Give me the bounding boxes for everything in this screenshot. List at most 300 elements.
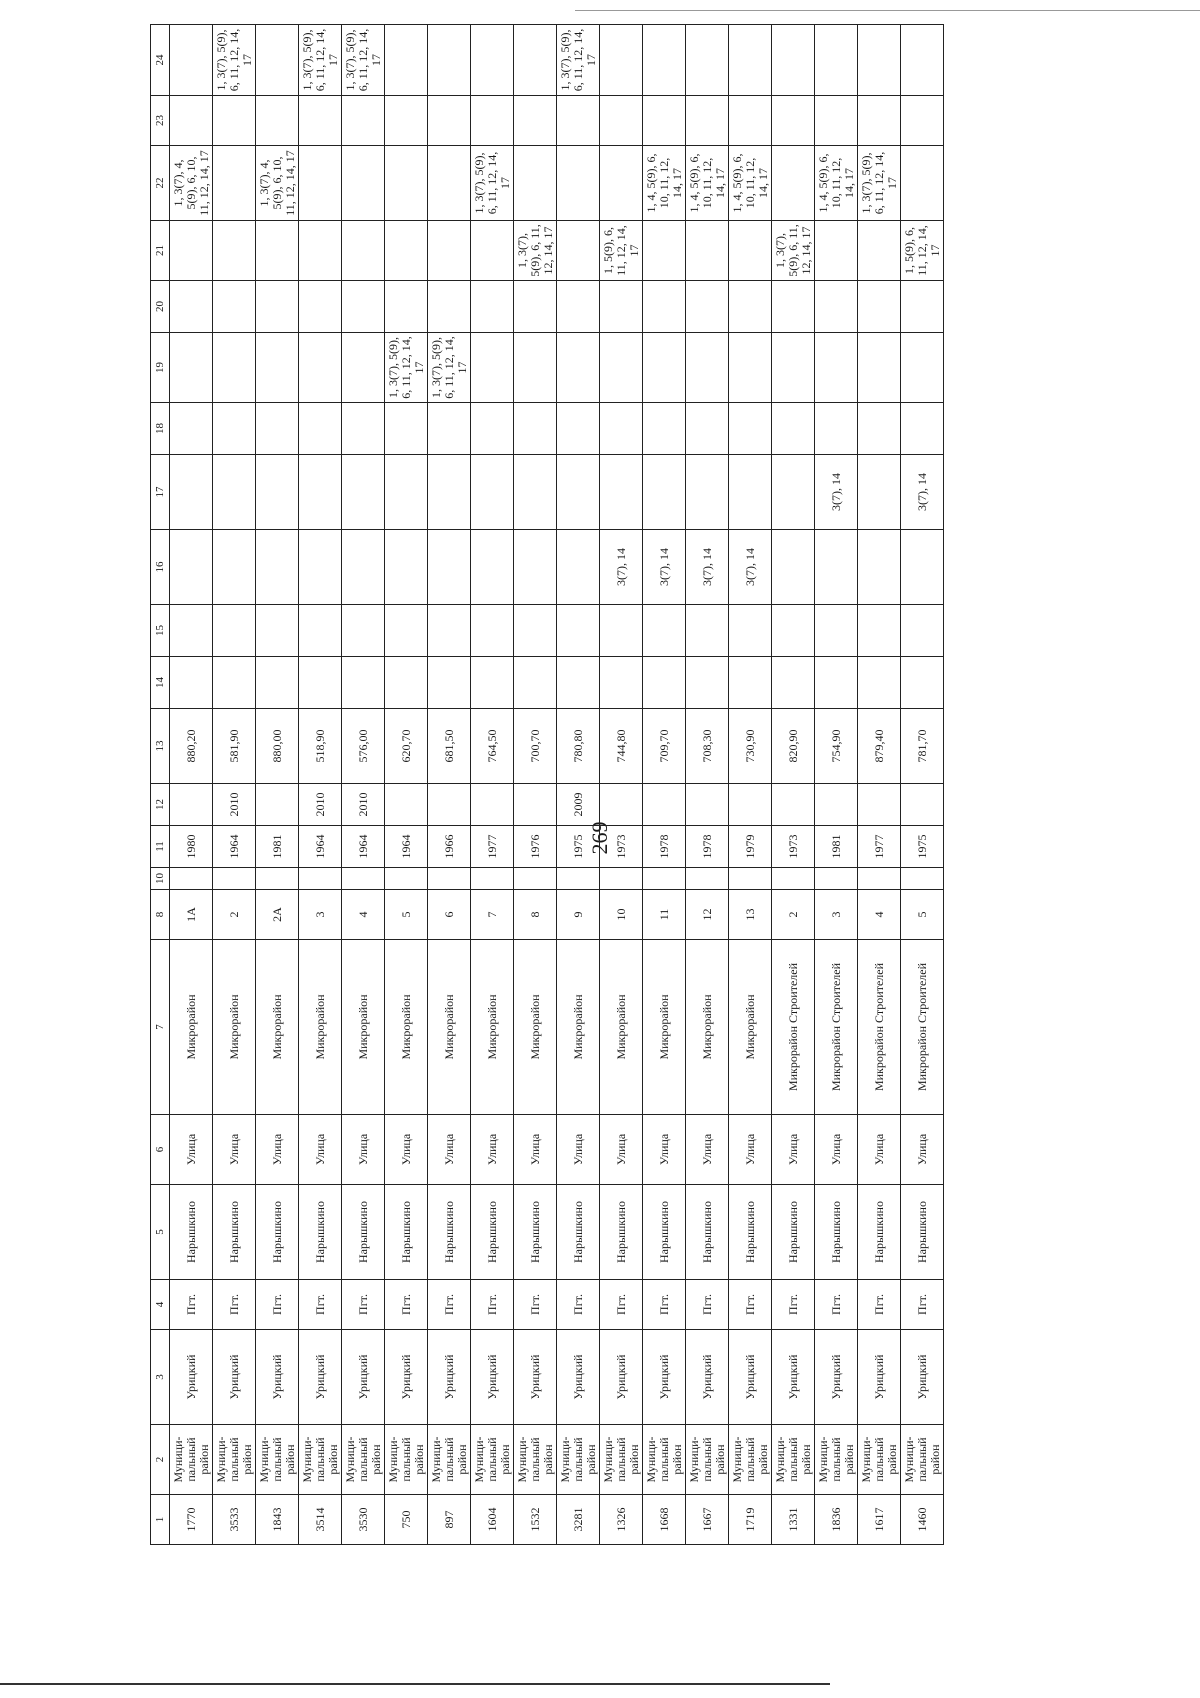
table-cell: 1668: [643, 1495, 686, 1545]
table-cell: Пгт.: [471, 1280, 514, 1330]
table-cell: [643, 333, 686, 403]
table-cell: [772, 25, 815, 96]
table-cell: [772, 784, 815, 826]
table-cell: [299, 657, 342, 709]
table-cell: [170, 96, 213, 146]
table-cell: 3281: [557, 1495, 600, 1545]
table-cell: 1981: [256, 826, 299, 868]
table-cell: [299, 96, 342, 146]
table-cell: [815, 657, 858, 709]
table-cell: [342, 96, 385, 146]
table-cell: [729, 455, 772, 530]
table-cell: Муници-пальный район: [170, 1425, 213, 1495]
table-cell: [299, 605, 342, 657]
scan-line-top: [575, 10, 1200, 11]
table-cell: 2А: [256, 890, 299, 940]
table-cell: [299, 221, 342, 281]
table-cell: [342, 221, 385, 281]
table-cell: [686, 657, 729, 709]
table-cell: [600, 146, 643, 221]
table-cell: [643, 657, 686, 709]
table-cell: [428, 221, 471, 281]
table-row: [299, 25, 342, 1545]
table-cell: 7: [471, 890, 514, 940]
table-cell: [557, 146, 600, 221]
table-cell: 3514: [299, 1495, 342, 1545]
table-cell: [428, 281, 471, 333]
table-cell: 3: [299, 890, 342, 940]
table-cell: Микрорайон Строителей: [858, 940, 901, 1115]
table-cell: [385, 784, 428, 826]
table-cell: [858, 657, 901, 709]
table-cell: [342, 455, 385, 530]
table-cell: Муници-пальный район: [514, 1425, 557, 1495]
table-cell: [557, 281, 600, 333]
table-cell: 1532: [514, 1495, 557, 1545]
table-cell: [643, 868, 686, 890]
table-cell: Нарышкино: [256, 1185, 299, 1280]
table-cell: Урицкий: [514, 1330, 557, 1425]
table-cell: [772, 281, 815, 333]
table-cell: [514, 96, 557, 146]
table-cell: 1964: [385, 826, 428, 868]
table-cell: [557, 657, 600, 709]
table-cell: 3(7), 14: [600, 530, 643, 605]
table-cell: 1836: [815, 1495, 858, 1545]
table-cell: [471, 281, 514, 333]
table-cell: [600, 333, 643, 403]
table-cell: [643, 281, 686, 333]
table-cell: [858, 784, 901, 826]
column-number: 20: [151, 281, 170, 333]
table-cell: Муници-пальный район: [299, 1425, 342, 1495]
table-cell: [213, 146, 256, 221]
table-cell: 1, 3(7), 5(9), 6, 11, 12, 14, 17: [772, 221, 815, 281]
column-number: 5: [151, 1185, 170, 1280]
table-cell: [385, 455, 428, 530]
table-cell: [514, 605, 557, 657]
table-cell: [600, 868, 643, 890]
table-cell: 3(7), 14: [901, 455, 944, 530]
table-cell: 1, 4, 5(9), 6, 10, 11, 12, 14, 17: [729, 146, 772, 221]
table-cell: 3(7), 14: [729, 530, 772, 605]
table-cell: [256, 25, 299, 96]
table-cell: 897: [428, 1495, 471, 1545]
table-cell: [256, 333, 299, 403]
table-cell: Пгт.: [428, 1280, 471, 1330]
table-cell: Пгт.: [299, 1280, 342, 1330]
table-cell: 1977: [471, 826, 514, 868]
table-cell: Муници-пальный район: [428, 1425, 471, 1495]
table-cell: [256, 657, 299, 709]
table-cell: Нарышкино: [170, 1185, 213, 1280]
table-cell: 1, 5(9), 6, 11, 12, 14, 17: [600, 221, 643, 281]
table-cell: [600, 25, 643, 96]
table-rotated-container: [150, 28, 944, 1545]
table-cell: 3533: [213, 1495, 256, 1545]
table-cell: 1, 4, 5(9), 6, 10, 11, 12, 14, 17: [815, 146, 858, 221]
table-cell: [428, 657, 471, 709]
table-cell: [170, 530, 213, 605]
table-cell: [299, 146, 342, 221]
table-cell: 1966: [428, 826, 471, 868]
table-cell: [772, 455, 815, 530]
table-cell: [772, 146, 815, 221]
table-cell: 3530: [342, 1495, 385, 1545]
table-cell: [643, 455, 686, 530]
table-cell: Урицкий: [299, 1330, 342, 1425]
table-cell: [299, 530, 342, 605]
table-cell: Урицкий: [170, 1330, 213, 1425]
table-cell: Муници-пальный район: [729, 1425, 772, 1495]
table-cell: Улица: [385, 1115, 428, 1185]
table-cell: Микрорайон: [729, 940, 772, 1115]
table-cell: Пгт.: [901, 1280, 944, 1330]
table-cell: [858, 403, 901, 455]
table-cell: [815, 784, 858, 826]
table-cell: 1460: [901, 1495, 944, 1545]
table-cell: [471, 530, 514, 605]
table-cell: Нарышкино: [600, 1185, 643, 1280]
table-row: [643, 25, 686, 1545]
table-cell: [385, 605, 428, 657]
table-cell: [557, 221, 600, 281]
table-cell: Микрорайон: [514, 940, 557, 1115]
column-number: 3: [151, 1330, 170, 1425]
table-cell: [858, 25, 901, 96]
table-cell: 879,40: [858, 709, 901, 784]
table-cell: [514, 281, 557, 333]
table-cell: [815, 25, 858, 96]
table-cell: [514, 657, 557, 709]
table-cell: 13: [729, 890, 772, 940]
table-cell: 2010: [342, 784, 385, 826]
table-cell: [299, 333, 342, 403]
table-cell: 1, 3(7), 5(9), 6, 11, 12, 14, 17: [471, 146, 514, 221]
table-row: [342, 25, 385, 1545]
table-cell: [815, 333, 858, 403]
table-cell: Урицкий: [471, 1330, 514, 1425]
table-cell: 781,70: [901, 709, 944, 784]
table-cell: Пгт.: [170, 1280, 213, 1330]
table-cell: 780,80: [557, 709, 600, 784]
table-cell: 880,20: [170, 709, 213, 784]
table-cell: 518,90: [299, 709, 342, 784]
table-cell: [600, 455, 643, 530]
table-cell: [901, 333, 944, 403]
table-cell: Микрорайон: [256, 940, 299, 1115]
table-cell: [729, 333, 772, 403]
table-cell: Урицкий: [643, 1330, 686, 1425]
table-cell: Микрорайон: [342, 940, 385, 1115]
table-cell: [471, 333, 514, 403]
table-cell: [213, 605, 256, 657]
table-cell: Нарышкино: [428, 1185, 471, 1280]
table-cell: [385, 403, 428, 455]
column-number: 6: [151, 1115, 170, 1185]
table-cell: [514, 784, 557, 826]
table-cell: [858, 333, 901, 403]
table-cell: [729, 657, 772, 709]
table-cell: Улица: [213, 1115, 256, 1185]
table-cell: 764,50: [471, 709, 514, 784]
table-cell: [256, 221, 299, 281]
table-cell: [256, 455, 299, 530]
table-cell: 11: [643, 890, 686, 940]
column-number: 24: [151, 25, 170, 96]
table-cell: Муници-пальный район: [772, 1425, 815, 1495]
table-cell: 709,70: [643, 709, 686, 784]
table-cell: Пгт.: [815, 1280, 858, 1330]
table-cell: [557, 403, 600, 455]
page-number: 269: [587, 821, 612, 855]
table-cell: [514, 455, 557, 530]
table-row: [729, 25, 772, 1545]
column-number: 7: [151, 940, 170, 1115]
table-cell: 4: [858, 890, 901, 940]
table-cell: 1973: [772, 826, 815, 868]
table-cell: Пгт.: [600, 1280, 643, 1330]
table-cell: [686, 25, 729, 96]
table-cell: [428, 455, 471, 530]
table-cell: [729, 281, 772, 333]
table-cell: [858, 96, 901, 146]
table-cell: Нарышкино: [815, 1185, 858, 1280]
table-cell: 1, 3(7), 5(9), 6, 11, 12, 14, 17: [385, 333, 428, 403]
table-cell: Муници-пальный район: [686, 1425, 729, 1495]
table-cell: [471, 605, 514, 657]
table-cell: [643, 96, 686, 146]
table-cell: Нарышкино: [471, 1185, 514, 1280]
table-cell: [471, 221, 514, 281]
table-cell: 2: [213, 890, 256, 940]
table-cell: 754,90: [815, 709, 858, 784]
column-number: 17: [151, 455, 170, 530]
table-cell: Микрорайон: [385, 940, 428, 1115]
table-cell: 1617: [858, 1495, 901, 1545]
table-cell: [815, 605, 858, 657]
table-cell: 1, 3(7), 5(9), 6, 11, 12, 14, 17: [514, 221, 557, 281]
table-cell: Нарышкино: [729, 1185, 772, 1280]
table-cell: Нарышкино: [514, 1185, 557, 1280]
table-cell: [342, 657, 385, 709]
table-cell: 3(7), 14: [815, 455, 858, 530]
table-cell: Улица: [170, 1115, 213, 1185]
table-cell: [600, 784, 643, 826]
table-cell: [858, 530, 901, 605]
table-cell: [557, 530, 600, 605]
column-number: 2: [151, 1425, 170, 1495]
table-cell: 1964: [299, 826, 342, 868]
table-cell: Улица: [686, 1115, 729, 1185]
table-cell: 12: [686, 890, 729, 940]
table-cell: [299, 868, 342, 890]
table-cell: [643, 221, 686, 281]
table-cell: [213, 455, 256, 530]
table-cell: [858, 221, 901, 281]
table-cell: 2009: [557, 784, 600, 826]
table-cell: Муници-пальный район: [213, 1425, 256, 1495]
table-cell: [514, 868, 557, 890]
table-cell: [385, 657, 428, 709]
table-cell: [170, 25, 213, 96]
table-cell: [471, 25, 514, 96]
table-cell: [686, 333, 729, 403]
table-cell: [815, 96, 858, 146]
table-cell: Урицкий: [815, 1330, 858, 1425]
table-cell: [428, 96, 471, 146]
table-cell: Улица: [772, 1115, 815, 1185]
table-cell: [170, 868, 213, 890]
table-cell: 1604: [471, 1495, 514, 1545]
table-cell: [729, 96, 772, 146]
table-cell: Улица: [729, 1115, 772, 1185]
table-cell: [170, 403, 213, 455]
table-row: [686, 25, 729, 1545]
table-cell: Муници-пальный район: [342, 1425, 385, 1495]
table-cell: Нарышкино: [858, 1185, 901, 1280]
table-cell: [471, 96, 514, 146]
table-cell: Урицкий: [256, 1330, 299, 1425]
table-cell: 8: [514, 890, 557, 940]
housing-register-table: [150, 24, 944, 1545]
table-cell: Улица: [557, 1115, 600, 1185]
table-cell: [600, 96, 643, 146]
column-number: 14: [151, 657, 170, 709]
table-cell: [213, 868, 256, 890]
table-cell: [213, 403, 256, 455]
column-number: 21: [151, 221, 170, 281]
table-cell: 5: [385, 890, 428, 940]
table-cell: 1975: [557, 826, 600, 868]
table-cell: 1964: [213, 826, 256, 868]
table-cell: Микрорайон: [299, 940, 342, 1115]
table-cell: [729, 403, 772, 455]
table-cell: 3(7), 14: [686, 530, 729, 605]
table-cell: [772, 403, 815, 455]
table-cell: 1, 3(7), 5(9), 6, 11, 12, 14, 17: [428, 333, 471, 403]
table-cell: [256, 868, 299, 890]
table-cell: 581,90: [213, 709, 256, 784]
table-cell: Улица: [256, 1115, 299, 1185]
table-cell: Микрорайон: [471, 940, 514, 1115]
table-cell: [901, 96, 944, 146]
column-number: 19: [151, 333, 170, 403]
table-row: [428, 25, 471, 1545]
table-cell: Нарышкино: [772, 1185, 815, 1280]
table-cell: Улица: [514, 1115, 557, 1185]
table-cell: Улица: [299, 1115, 342, 1185]
column-number: 11: [151, 826, 170, 868]
table-cell: Муници-пальный район: [858, 1425, 901, 1495]
table-cell: [643, 25, 686, 96]
table-cell: Микрорайон Строителей: [901, 940, 944, 1115]
table-cell: Улица: [471, 1115, 514, 1185]
table-cell: Улица: [600, 1115, 643, 1185]
table-cell: [643, 605, 686, 657]
table-cell: 5: [901, 890, 944, 940]
table-row: [385, 25, 428, 1545]
table-cell: Пгт.: [686, 1280, 729, 1330]
table-cell: Нарышкино: [557, 1185, 600, 1280]
table-row: [600, 25, 643, 1545]
column-number: 4: [151, 1280, 170, 1330]
table-cell: Пгт.: [643, 1280, 686, 1330]
table-cell: 750: [385, 1495, 428, 1545]
table-cell: Пгт.: [557, 1280, 600, 1330]
table-cell: Пгт.: [772, 1280, 815, 1330]
table-cell: 1326: [600, 1495, 643, 1545]
table-cell: Пгт.: [385, 1280, 428, 1330]
table-cell: Пгт.: [514, 1280, 557, 1330]
table-cell: 1973: [600, 826, 643, 868]
table-cell: 744,80: [600, 709, 643, 784]
table-cell: Нарышкино: [342, 1185, 385, 1280]
table-row: [772, 25, 815, 1545]
table-cell: [428, 403, 471, 455]
table-cell: [428, 25, 471, 96]
table-cell: Муници-пальный район: [256, 1425, 299, 1495]
table-cell: Муници-пальный район: [471, 1425, 514, 1495]
table-cell: 1, 4, 5(9), 6, 10, 11, 12, 14, 17: [643, 146, 686, 221]
column-number: 15: [151, 605, 170, 657]
table-cell: [471, 784, 514, 826]
table-cell: 880,00: [256, 709, 299, 784]
table-cell: [815, 868, 858, 890]
table-cell: Нарышкино: [299, 1185, 342, 1280]
table-cell: [901, 403, 944, 455]
table-cell: Нарышкино: [213, 1185, 256, 1280]
table-cell: [342, 868, 385, 890]
table-cell: [256, 403, 299, 455]
table-cell: 1979: [729, 826, 772, 868]
table-cell: [557, 868, 600, 890]
table-cell: [342, 333, 385, 403]
table-cell: 1980: [170, 826, 213, 868]
table-cell: [815, 530, 858, 605]
table-cell: Урицкий: [686, 1330, 729, 1425]
table-cell: [213, 281, 256, 333]
table-cell: 820,90: [772, 709, 815, 784]
table-cell: Пгт.: [858, 1280, 901, 1330]
column-number: 1: [151, 1495, 170, 1545]
table-cell: 576,00: [342, 709, 385, 784]
table-row: [471, 25, 514, 1545]
table-cell: [256, 530, 299, 605]
table-cell: 1331: [772, 1495, 815, 1545]
table-cell: [686, 403, 729, 455]
table-cell: [772, 657, 815, 709]
table-cell: 1976: [514, 826, 557, 868]
table-cell: [557, 605, 600, 657]
table-cell: [299, 403, 342, 455]
table-cell: [385, 868, 428, 890]
table-row: [901, 25, 944, 1545]
table-cell: [901, 146, 944, 221]
table-cell: 1, 3(7), 5(9), 6, 11, 12, 14, 17: [213, 25, 256, 96]
table-cell: 1978: [643, 826, 686, 868]
table-cell: [213, 221, 256, 281]
table-cell: [256, 281, 299, 333]
table-cell: [170, 281, 213, 333]
table-cell: Урицкий: [600, 1330, 643, 1425]
table-row: [256, 25, 299, 1545]
table-cell: 708,30: [686, 709, 729, 784]
table-cell: 1, 3(7), 4, 5(9), 6, 10, 11, 12, 14, 17: [170, 146, 213, 221]
table-cell: [686, 281, 729, 333]
table-cell: 1, 3(7), 4, 5(9), 6, 10, 11, 12, 14, 17: [256, 146, 299, 221]
table-cell: 1, 3(7), 5(9), 6, 11, 12, 14, 17: [299, 25, 342, 96]
